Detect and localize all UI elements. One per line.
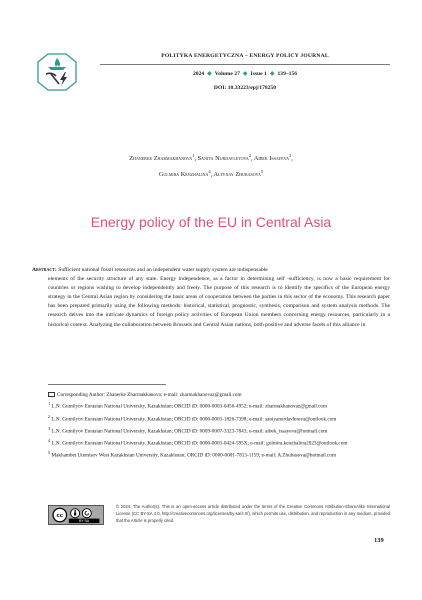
author-affiliation-marker: 4	[208, 168, 211, 174]
authors-line-2: Gulmira Kenzhalina$^4$, Altynay Zhubasova$^5$	[158, 168, 264, 178]
footnote-text: L.N. Gumilyov Eurasian National University, Kazakhstan; ORCID iD: 0000-0003-0424-595X; e-mail: gulmira.kenzhalina2023@outlook.com	[51, 440, 348, 447]
year: 2024	[192, 71, 205, 77]
footnote-1	[48, 400, 390, 412]
pages: 139–156	[277, 71, 298, 77]
diamond-icon: ◆	[207, 71, 212, 77]
author-affiliation-marker: 1	[192, 153, 195, 158]
doi: DOI: 10.33223/epj/178250	[213, 85, 277, 91]
author-name: Zhanerke Zharmakhanova	[129, 155, 193, 163]
license-text: © 2024. The Author(s). This is an open-access article distributed under the terms of the Creative Commons Attribution-ShareAlike International License (CC BY-SA 4.0, http://creativecommons.org/licenses/by-sa/4.0/), which permits use, distribution, and reproduction in any medium, provided that the Article is properly cited.	[116, 504, 390, 523]
footnote-divider	[48, 384, 166, 385]
journal-name: POLITYKA ENERGETYCZNA – ENERGY POLICY JOURNAL	[161, 53, 329, 59]
footnote-marker: 2	[48, 413, 51, 419]
footnote-marker: 5	[48, 449, 51, 455]
footnote-3	[48, 425, 390, 437]
cc-license-badge	[48, 505, 104, 525]
footnote-marker: 4	[48, 437, 51, 443]
diamond-icon: ◆	[242, 71, 248, 77]
diamond-icon: ◆	[269, 71, 275, 77]
authors	[70, 150, 352, 181]
svg-text:cc: cc	[56, 512, 64, 519]
footnotes	[48, 391, 390, 461]
journal-logo	[34, 50, 80, 94]
footnote-text: Corresponding Author: Zhanerke Zharmakhanova; e-mail: zharmakhanovaz@gmail.com	[57, 392, 242, 398]
volume: Volume 27	[214, 71, 240, 77]
author-name: Altynay Zhubasova	[213, 170, 261, 178]
footnote-5	[48, 449, 390, 461]
author-name: Saniya Nurdavletova	[197, 155, 249, 163]
abstract	[32, 266, 390, 330]
footnote-text: L.N. Gumilyov Eurasian National University, Kazakhstan; ORCID iD: 0000-0003-1826-7398; e-mail: saniyanurdavletova@outlook.com	[51, 416, 337, 423]
header-divider	[100, 64, 390, 65]
issue-meta	[100, 70, 390, 77]
footnote-2	[48, 413, 390, 425]
author-name: Aibek Issayeva	[253, 155, 289, 163]
flame-icon	[55, 58, 60, 67]
footnote-text: Makhambet Utemisov West Kazakhstan University, Kazakhstan; ORCID iD: 0000-0001-7813-1159; e-mail: A.Zhubasova@hotmail.com	[51, 452, 336, 459]
abstract-label: Abstract:	[32, 267, 57, 273]
footnote-text: L.N. Gumilyov Eurasian National University, Kazakhstan; ORCID iD: 0000-0003-0456-4952; e-mail: zharmakhanovaz@gmail.com	[51, 404, 328, 411]
svg-text:BY SA: BY SA	[79, 519, 90, 524]
authors-line-1: Zhanerke Zharmakhanova$^1$, Saniya Nurdavletova$^2$, Aibek Issayeva$^3$,	[129, 153, 293, 163]
footnote-4	[48, 437, 390, 449]
abstract-first-line: Sufficient national fossil resources and an independent water supply system are indispensable	[58, 267, 268, 273]
pickaxe-icon	[46, 73, 59, 84]
footnote-text: L.N. Gumilyov Eurasian National University, Kazakhstan; ORCID iD: 0009-0007-3323-7843; e-mail: aibek_issayeva@hotmail.com	[51, 428, 328, 435]
abstract-body: elements of the security structure of any state. Energy independence, as a factor in determining self -sufficiency, is now a basic requirement for countries or regions wishing to develop independently and freely. The purpose of this research is to identify the specifics of the European energy strategy in the Central Asian region by considering the basic areas of cooperation between the parties in this sector of the economy. This research paper has been prepared primarily using the following methods: historical, statistical, prognostic, synthesis, comparison and system analysis methods. The research delves into the intricate dynamics of foreign policy activities of European Union members concerning energy resources, particularly in a historical context. Analyzing the collaboration between Brussels and Central Asian nations, both positive and adverse facets of this alliance in	[48, 276, 390, 328]
author-affiliation-marker: 5	[260, 168, 264, 174]
page-number: 139	[374, 537, 384, 544]
author-affiliation-marker: 3	[288, 153, 292, 158]
author-affiliation-marker: 2	[248, 153, 252, 158]
envelope-icon	[48, 392, 55, 397]
issue: Issue 1	[250, 71, 267, 77]
lightning-icon	[60, 72, 67, 86]
footnote-marker: 1	[48, 401, 51, 407]
footnote-marker: 3	[48, 425, 51, 431]
author-name: Gulmira Kenzhalina	[158, 170, 209, 178]
footnote-corresponding	[48, 391, 390, 400]
article-title: Energy policy of the EU in Central Asia	[90, 214, 332, 230]
